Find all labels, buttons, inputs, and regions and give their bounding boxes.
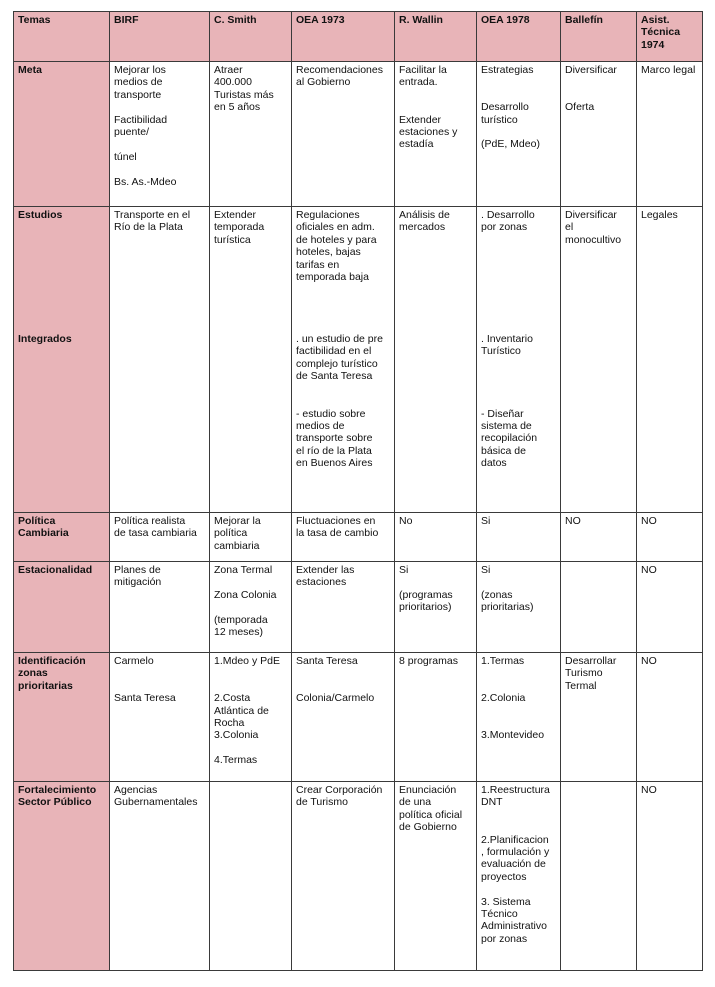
table-cell: Extender las estaciones <box>292 562 395 653</box>
table-cell: NO <box>561 513 637 562</box>
column-header-asist-tecnica: Asist. Técnica 1974 <box>637 12 703 62</box>
row-label: Política Cambiaria <box>14 513 110 562</box>
table-cell: Enunciación de una política oficial de Gobierno <box>395 782 477 971</box>
table-row <box>14 782 703 971</box>
header-row <box>14 12 703 62</box>
table-cell: NO <box>637 562 703 653</box>
table-cell <box>210 782 292 971</box>
table-cell: Transporte en el Río de la Plata <box>110 207 210 513</box>
column-header-oea-1973: OEA 1973 <box>292 12 395 62</box>
table-cell: NO <box>637 782 703 971</box>
table-cell: 1.Termas 2.Colonia 3.Montevideo <box>477 653 561 782</box>
table-cell: Zona Termal Zona Colonia (temporada 12 meses) <box>210 562 292 653</box>
table-cell: Política realista de tasa cambiaria <box>110 513 210 562</box>
table-row <box>14 562 703 653</box>
table-cell: Si <box>477 513 561 562</box>
table-cell: Mejorar los medios de transporte Factibilidad puente/ túnel Bs. As.-Mdeo <box>110 62 210 207</box>
table-cell: Fluctuaciones en la tasa de cambio <box>292 513 395 562</box>
table-cell: Agencias Gubernamentales <box>110 782 210 971</box>
column-header-oea-1978: OEA 1978 <box>477 12 561 62</box>
table-cell <box>561 562 637 653</box>
table-cell: Estrategias Desarrollo turístico (PdE, Mdeo) <box>477 62 561 207</box>
table-cell <box>561 782 637 971</box>
table-cell: Marco legal <box>637 62 703 207</box>
table-cell: Diversificar Oferta <box>561 62 637 207</box>
row-label: Estacionalidad <box>14 562 110 653</box>
row-label: Meta <box>14 62 110 207</box>
table-cell: Atraer 400.000 Turistas más en 5 años <box>210 62 292 207</box>
table-row <box>14 513 703 562</box>
table-cell: Desarrollar Turismo Termal <box>561 653 637 782</box>
table-cell: 1.Mdeo y PdE 2.Costa Atlántica de Rocha 3.Colonia 4.Termas <box>210 653 292 782</box>
table-cell: Carmelo Santa Teresa <box>110 653 210 782</box>
table-cell: Si (programas prioritarios) <box>395 562 477 653</box>
column-header-temas: Temas <box>14 12 110 62</box>
table-cell: 8 programas <box>395 653 477 782</box>
table-cell: Regulaciones oficiales en adm. de hoteles y para hoteles, bajas tarifas en temporada baja . un estudio de pre factibilidad en el complejo turístico de Santa Teresa - estudio sobre medios de transporte sobre el río de la Plata en Buenos Aires <box>292 207 395 513</box>
column-header-c-smith: C. Smith <box>210 12 292 62</box>
table-row <box>14 62 703 207</box>
table-cell: No <box>395 513 477 562</box>
table-cell: NO <box>637 653 703 782</box>
table-cell: NO <box>637 513 703 562</box>
table-cell: Si (zonas prioritarias) <box>477 562 561 653</box>
row-label: Identificación zonas prioritarias <box>14 653 110 782</box>
table-cell: Análisis de mercados <box>395 207 477 513</box>
table-cell: Facilitar la entrada. Extender estaciones y estadía <box>395 62 477 207</box>
table-cell: Planes de mitigación <box>110 562 210 653</box>
table-cell: Legales <box>637 207 703 513</box>
table-row <box>14 653 703 782</box>
table-cell: Diversificar el monocultivo <box>561 207 637 513</box>
table-cell: Mejorar la política cambiaria <box>210 513 292 562</box>
table-cell: Crear Corporación de Turismo <box>292 782 395 971</box>
table-cell: 1.Reestructura DNT 2.Planificacion , formulación y evaluación de proyectos 3. Sistema Técnico Administrativo por zonas <box>477 782 561 971</box>
comparison-table <box>13 11 703 971</box>
row-label: Estudios Integrados <box>14 207 110 513</box>
table-cell: . Desarrollo por zonas . Inventario Turístico - Diseñar sistema de recopilación básica de datos <box>477 207 561 513</box>
row-label: Fortalecimiento Sector Público <box>14 782 110 971</box>
table-cell: Santa Teresa Colonia/Carmelo <box>292 653 395 782</box>
column-header-ballefin: Ballefín <box>561 12 637 62</box>
table-row <box>14 207 703 513</box>
column-header-r-wallin: R. Wallin <box>395 12 477 62</box>
table-cell: Recomendaciones al Gobierno <box>292 62 395 207</box>
column-header-birf: BIRF <box>110 12 210 62</box>
table-cell: Extender temporada turística <box>210 207 292 513</box>
